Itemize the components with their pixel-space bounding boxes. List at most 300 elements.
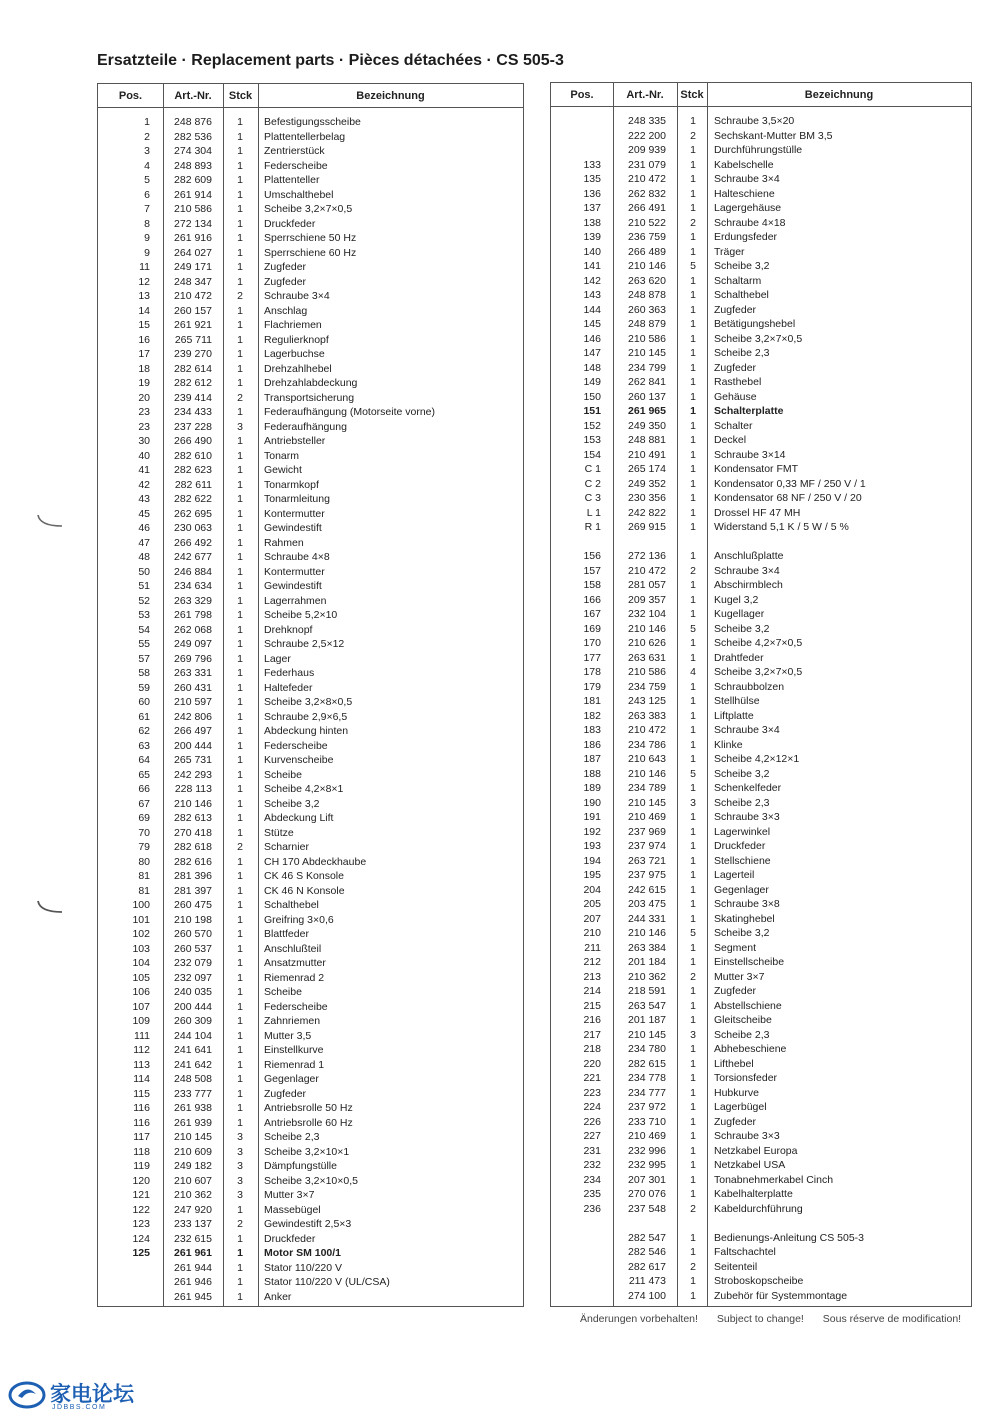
header-qty: Stck (680, 89, 704, 101)
pos-cell: 45 (138, 507, 150, 520)
art-number-cell: 234 433 (174, 406, 212, 418)
table-row (551, 1144, 971, 1159)
table-row (551, 651, 971, 666)
pos-cell: 12 (138, 275, 150, 288)
art-number-cell: 266 489 (628, 245, 666, 258)
pos-cell: 19 (138, 377, 150, 389)
art-number-cell: 210 472 (174, 290, 212, 302)
table-row (551, 245, 971, 260)
art-number-cell: 233 137 (174, 1218, 212, 1230)
art-number-cell: 210 626 (628, 637, 666, 649)
quantity-cell: 1 (690, 1289, 696, 1302)
table-row (98, 1275, 523, 1290)
pos-cell: 103 (132, 942, 150, 955)
art-number-cell: 265 731 (174, 754, 212, 766)
table-row (98, 144, 523, 159)
quantity-cell: 1 (690, 1246, 696, 1258)
quantity-cell: 1 (690, 869, 696, 881)
description-cell: Scheibe 4,2×12×1 (714, 753, 800, 765)
description-cell: Zugfeder (264, 261, 307, 273)
art-number-cell: 209 357 (628, 593, 666, 606)
quantity-cell: 1 (237, 130, 243, 143)
art-number-cell: 230 063 (174, 522, 212, 534)
art-number-cell: 263 329 (174, 594, 212, 607)
pos-cell: 30 (138, 435, 150, 447)
art-number-cell: 248 876 (174, 116, 212, 128)
quantity-cell: 3 (237, 1160, 243, 1172)
table-row (551, 796, 971, 811)
table-row (551, 129, 971, 144)
pos-cell: C 1 (584, 463, 601, 475)
table-row (98, 1000, 523, 1015)
description-cell: Sperrschiene 60 Hz (264, 246, 357, 259)
art-number-cell: 234 777 (628, 1086, 666, 1099)
description-cell: Federscheibe (264, 739, 328, 752)
table-row (551, 216, 971, 231)
art-number-cell: 264 027 (174, 246, 212, 259)
art-number-cell: 266 497 (174, 725, 212, 737)
description-cell: Blattfeder (264, 928, 309, 940)
description-cell: Deckel (714, 434, 747, 446)
quantity-cell: 1 (237, 1261, 243, 1274)
description-cell: Scheibe 3,2 (714, 927, 770, 939)
art-number-cell: 242 293 (174, 768, 212, 781)
quantity-cell: 3 (237, 420, 243, 433)
pos-cell: 70 (138, 826, 150, 839)
art-number-cell: 242 677 (174, 551, 212, 563)
description-cell: Stellhülse (714, 695, 760, 707)
pos-cell: 16 (138, 333, 150, 346)
description-cell: Druckfeder (264, 1232, 316, 1245)
pos-cell: 178 (583, 666, 601, 678)
quantity-cell: 1 (237, 609, 243, 621)
table-row (98, 1203, 523, 1218)
quantity-cell: 1 (237, 304, 243, 317)
table-row (551, 1173, 971, 1188)
quantity-cell: 3 (690, 796, 696, 809)
quantity-cell: 1 (690, 593, 696, 606)
description-cell: Drehknopf (264, 623, 313, 636)
art-number-cell: 232 104 (628, 608, 666, 620)
quantity-cell: 1 (237, 957, 243, 969)
description-cell: Scheibe 2,3 (714, 796, 770, 809)
art-number-cell: 249 171 (174, 261, 212, 273)
description-cell: Schraube 3×4 (714, 564, 780, 577)
pos-cell: 216 (583, 1014, 601, 1026)
table-row (551, 419, 971, 434)
quantity-cell: 1 (237, 710, 243, 723)
art-number-cell: 269 796 (174, 652, 212, 665)
quantity-cell: 1 (237, 696, 243, 708)
description-cell: Gewindestift (264, 580, 322, 592)
art-number-cell: 266 490 (174, 435, 212, 447)
art-number-cell: 234 634 (174, 580, 212, 592)
description-cell: Flachriemen (264, 319, 322, 331)
pos-cell: 4 (144, 159, 150, 172)
description-cell: Segment (714, 941, 757, 954)
art-number-cell: 260 157 (174, 304, 212, 317)
art-number-cell: 210 146 (628, 622, 666, 635)
quantity-cell: 1 (690, 274, 696, 287)
description-cell: Tonarm (264, 449, 300, 462)
table-row (551, 332, 971, 347)
description-cell: Anschlußteil (264, 942, 322, 955)
table-row (551, 1115, 971, 1130)
table-row (98, 753, 523, 768)
description-cell: Gegenlager (264, 1073, 319, 1085)
pos-cell: 104 (132, 957, 150, 969)
pos-cell: 5 (144, 174, 150, 186)
pos-cell: 183 (583, 724, 601, 736)
table-row (98, 333, 523, 348)
art-number-cell: 233 710 (628, 1115, 666, 1128)
pos-cell: R 1 (584, 521, 601, 533)
art-number-cell: 248 335 (628, 115, 666, 127)
table-row (551, 158, 971, 173)
description-cell: Stütze (264, 826, 294, 839)
table-row (551, 709, 971, 724)
description-cell: Scheibe 2,3 (714, 1028, 770, 1041)
description-cell: Scheibe 4,2×7×0,5 (714, 637, 803, 649)
quantity-cell: 2 (237, 841, 243, 853)
art-number-cell: 248 878 (628, 289, 666, 301)
pos-cell: C 3 (584, 492, 601, 504)
art-number-cell: 209 939 (628, 144, 666, 156)
pos-cell: 120 (132, 1174, 150, 1187)
pos-cell: 113 (133, 1058, 150, 1071)
description-cell: Scheibe 3,2×10×1 (264, 1145, 350, 1158)
table-row (98, 420, 523, 435)
quantity-cell: 1 (237, 1015, 243, 1027)
art-number-cell: 261 916 (174, 232, 212, 244)
pos-cell: 177 (583, 651, 601, 664)
quantity-cell: 1 (690, 637, 696, 649)
art-number-cell: 237 969 (628, 825, 666, 838)
description-cell: Zahnriemen (264, 1015, 321, 1027)
pos-cell: 61 (138, 710, 150, 723)
quantity-cell: 1 (690, 434, 696, 446)
art-number-cell: 210 145 (628, 1028, 666, 1041)
table-row (551, 1202, 971, 1217)
pos-cell: 11 (139, 261, 150, 273)
art-number-cell: 234 780 (628, 1043, 666, 1055)
pos-cell: 137 (583, 202, 601, 214)
art-number-cell: 248 893 (174, 159, 212, 172)
table-row (551, 404, 971, 419)
art-number-cell: 282 546 (628, 1246, 666, 1258)
description-cell: Schraube 2,9×6,5 (264, 710, 348, 723)
description-cell: Scheibe 3,2 (264, 797, 320, 810)
pos-cell: 20 (138, 391, 150, 404)
art-number-cell: 200 444 (174, 1000, 212, 1013)
pos-cell: 114 (133, 1073, 150, 1085)
pos-cell: 186 (583, 738, 601, 751)
table-row (98, 1217, 523, 1232)
art-number-cell: 272 136 (628, 550, 666, 562)
quantity-cell: 1 (237, 1247, 243, 1259)
pos-cell: 169 (583, 622, 601, 635)
pos-cell: 100 (132, 899, 150, 911)
description-cell: Antriebsrolle 60 Hz (264, 1116, 353, 1129)
pos-cell: 3 (144, 145, 150, 157)
table-row (98, 304, 523, 319)
art-number-cell: 232 996 (628, 1144, 666, 1157)
art-number-cell: 210 146 (174, 797, 212, 810)
quantity-cell: 1 (690, 724, 696, 736)
description-cell: Bedienungs-Anleitung CS 505-3 (714, 1231, 865, 1244)
description-cell: Schraube 3×4 (714, 173, 780, 185)
table-row (98, 594, 523, 609)
pos-cell: 125 (132, 1247, 150, 1259)
pos-cell: 112 (133, 1044, 150, 1056)
quantity-cell: 2 (690, 564, 696, 577)
quantity-cell: 1 (690, 985, 696, 997)
quantity-cell: 1 (237, 174, 243, 186)
pos-cell: 139 (583, 231, 601, 243)
pos-cell: 65 (138, 768, 150, 781)
art-number-cell: 263 620 (628, 274, 666, 287)
description-cell: Tonarmkopf (264, 478, 319, 491)
quantity-cell: 1 (237, 1029, 243, 1042)
quantity-cell: 1 (237, 768, 243, 781)
description-cell: Riemenrad 2 (264, 971, 325, 984)
quantity-cell: 1 (690, 1101, 696, 1113)
pos-cell: 204 (583, 883, 601, 896)
art-number-cell: 207 301 (628, 1173, 666, 1186)
pos-cell: 101 (132, 913, 150, 926)
quantity-cell: 1 (690, 1144, 696, 1157)
description-cell: Druckfeder (264, 217, 316, 230)
description-cell: Abdeckung Lift (264, 812, 334, 824)
art-number-cell: 200 444 (174, 739, 212, 752)
quantity-cell: 1 (237, 145, 243, 157)
quantity-cell: 1 (237, 1073, 243, 1085)
quantity-cell: 1 (237, 261, 243, 273)
art-number-cell: 234 759 (628, 680, 666, 693)
art-number-cell: 265 711 (174, 333, 212, 346)
table-row (551, 723, 971, 738)
page-title: Ersatzteile · Replacement parts · Pièces détachées · CS 505-3 (97, 52, 564, 69)
table-row (98, 1072, 523, 1087)
description-cell: Scheibe 3,2×8×0,5 (264, 696, 353, 708)
description-cell: Kugellager (714, 608, 765, 620)
table-row (98, 130, 523, 145)
quantity-cell: 2 (237, 391, 243, 404)
pos-cell: 150 (583, 390, 601, 403)
art-number-cell: 248 881 (628, 434, 666, 446)
art-number-cell: 218 591 (628, 985, 666, 997)
art-number-cell: 210 609 (174, 1145, 212, 1158)
table-row (98, 318, 523, 333)
pos-cell: 40 (138, 449, 150, 462)
table-row (551, 448, 971, 463)
description-cell: Kugel 3,2 (714, 593, 759, 606)
pos-cell: 67 (138, 797, 150, 810)
header-art: Art.-Nr. (174, 90, 212, 102)
art-number-cell: 261 914 (174, 188, 212, 201)
table-row (551, 912, 971, 927)
pos-cell: 81 (138, 884, 150, 897)
pos-cell: 15 (138, 319, 150, 331)
description-cell: Scheibe 3,2×7×0,5 (714, 666, 803, 678)
art-number-cell: 210 586 (628, 666, 666, 678)
table-row (98, 405, 523, 420)
art-number-cell: 210 472 (628, 564, 666, 577)
art-number-cell: 210 472 (628, 173, 666, 185)
quantity-cell: 1 (690, 1014, 696, 1026)
description-cell: Lifthebel (714, 1057, 754, 1070)
description-cell: Torsionsfeder (714, 1072, 778, 1084)
art-number-cell: 243 125 (628, 695, 666, 707)
quantity-cell: 1 (690, 825, 696, 838)
art-number-cell: 210 146 (628, 767, 666, 780)
quantity-cell: 1 (237, 188, 243, 201)
art-number-cell: 232 097 (174, 971, 212, 984)
table-row (551, 1042, 971, 1057)
description-cell: Träger (714, 245, 745, 258)
art-number-cell: 265 174 (628, 463, 666, 475)
table-row (98, 811, 523, 826)
pos-cell: 64 (138, 754, 150, 766)
table-row (98, 985, 523, 1000)
description-cell: Abdeckung hinten (264, 725, 349, 737)
quantity-cell: 1 (237, 899, 243, 911)
pos-cell: 136 (583, 187, 601, 200)
art-number-cell: 210 522 (628, 216, 666, 229)
quantity-cell: 1 (237, 319, 243, 331)
description-cell: Zugfeder (264, 1087, 307, 1100)
art-number-cell: 269 915 (628, 521, 666, 533)
art-number-cell: 210 362 (174, 1189, 212, 1201)
pos-cell: 59 (138, 681, 150, 694)
table-row (98, 623, 523, 638)
table-row (551, 767, 971, 782)
quantity-cell: 1 (690, 1072, 696, 1084)
quantity-cell: 1 (237, 1058, 243, 1071)
description-cell: Lager (264, 652, 291, 665)
pos-cell: 53 (138, 609, 150, 621)
art-number-cell: 282 612 (174, 377, 212, 389)
description-cell: Zugfeder (264, 275, 307, 288)
description-cell: Schraube 4×18 (714, 216, 786, 229)
quantity-cell: 4 (690, 666, 696, 678)
description-cell: Erdungsfeder (714, 231, 778, 243)
header-pos: Pos. (118, 90, 143, 102)
quantity-cell: 1 (237, 1290, 243, 1303)
quantity-cell: 1 (237, 493, 243, 505)
description-cell: Gleitscheibe (714, 1014, 772, 1026)
table-row (551, 781, 971, 796)
pos-cell: 148 (583, 361, 601, 374)
quantity-cell: 1 (237, 725, 243, 737)
pos-cell: 231 (583, 1144, 601, 1157)
quantity-cell: 1 (690, 405, 696, 417)
quantity-cell: 1 (690, 811, 696, 823)
art-number-cell: 263 331 (174, 667, 212, 679)
art-number-cell: 201 187 (628, 1014, 666, 1026)
quantity-cell: 1 (237, 159, 243, 172)
art-number-cell: 234 799 (628, 361, 666, 374)
description-cell: Abschirmblech (714, 579, 783, 591)
quantity-cell: 1 (237, 1102, 243, 1114)
table-row (551, 694, 971, 709)
pos-cell: 193 (583, 840, 601, 852)
quantity-cell: 1 (237, 667, 243, 679)
art-number-cell: 282 616 (174, 855, 212, 868)
description-cell: Abhebeschiene (714, 1043, 787, 1055)
art-number-cell: 228 113 (174, 783, 212, 795)
quantity-cell: 3 (237, 1145, 243, 1158)
quantity-cell: 1 (690, 941, 696, 954)
description-cell: Einstellkurve (264, 1044, 324, 1056)
quantity-cell: 1 (690, 361, 696, 374)
parts-table-left (97, 83, 524, 1307)
quantity-cell: 1 (237, 754, 243, 766)
description-cell: Schaltarm (714, 274, 762, 287)
pos-cell: 116 (133, 1116, 150, 1129)
table-row (98, 202, 523, 217)
table-row (98, 1290, 523, 1305)
header-qty: Stck (228, 90, 253, 102)
art-number-cell: 282 610 (174, 449, 212, 462)
art-number-cell: 210 145 (628, 347, 666, 359)
description-cell: Lagerteil (714, 869, 755, 881)
quantity-cell: 1 (237, 739, 243, 752)
quantity-cell: 1 (237, 884, 243, 897)
pos-cell: 47 (138, 536, 150, 549)
table-row (551, 274, 971, 289)
quantity-cell: 1 (237, 580, 243, 592)
pos-cell: 192 (583, 825, 601, 838)
art-number-cell: 274 304 (174, 145, 212, 157)
description-cell: Zugfeder (714, 1115, 757, 1128)
art-number-cell: 237 972 (628, 1101, 666, 1113)
header-art: Art.-Nr. (626, 89, 664, 101)
art-number-cell: 282 615 (628, 1057, 666, 1070)
pos-cell: 224 (583, 1101, 601, 1113)
quantity-cell: 1 (690, 1130, 696, 1142)
watermark-logo (8, 1378, 148, 1414)
pos-cell: 149 (583, 376, 601, 388)
description-cell: Federaufhängung (264, 420, 347, 433)
art-number-cell: 248 508 (174, 1073, 212, 1085)
quantity-cell: 2 (690, 1260, 696, 1273)
pos-cell: 210 (583, 927, 601, 939)
description-cell: Netzkabel USA (714, 1159, 786, 1171)
table-row (551, 564, 971, 579)
art-number-cell: 246 884 (174, 565, 212, 578)
quantity-cell: 1 (237, 826, 243, 839)
description-cell: Scheibe 4,2×8×1 (264, 783, 344, 795)
table-row (551, 462, 971, 477)
quantity-cell: 1 (690, 709, 696, 722)
logo-text: 家电论坛 (50, 1383, 134, 1406)
art-number-cell: 263 631 (628, 651, 666, 664)
table-row (98, 1145, 523, 1160)
quantity-cell: 2 (237, 290, 243, 302)
art-number-cell: 282 618 (174, 841, 212, 853)
table-row (98, 710, 523, 725)
pos-cell: 117 (133, 1131, 150, 1143)
description-cell: Transportsicherung (264, 391, 355, 404)
art-number-cell: 231 079 (628, 158, 666, 171)
description-cell: Scheibe 3,2 (714, 767, 770, 780)
table-body (551, 114, 971, 1303)
table-row (98, 536, 523, 551)
description-cell: Schraube 3×4 (264, 290, 330, 302)
pos-cell: 1 (144, 116, 150, 128)
table-row (551, 1158, 971, 1173)
